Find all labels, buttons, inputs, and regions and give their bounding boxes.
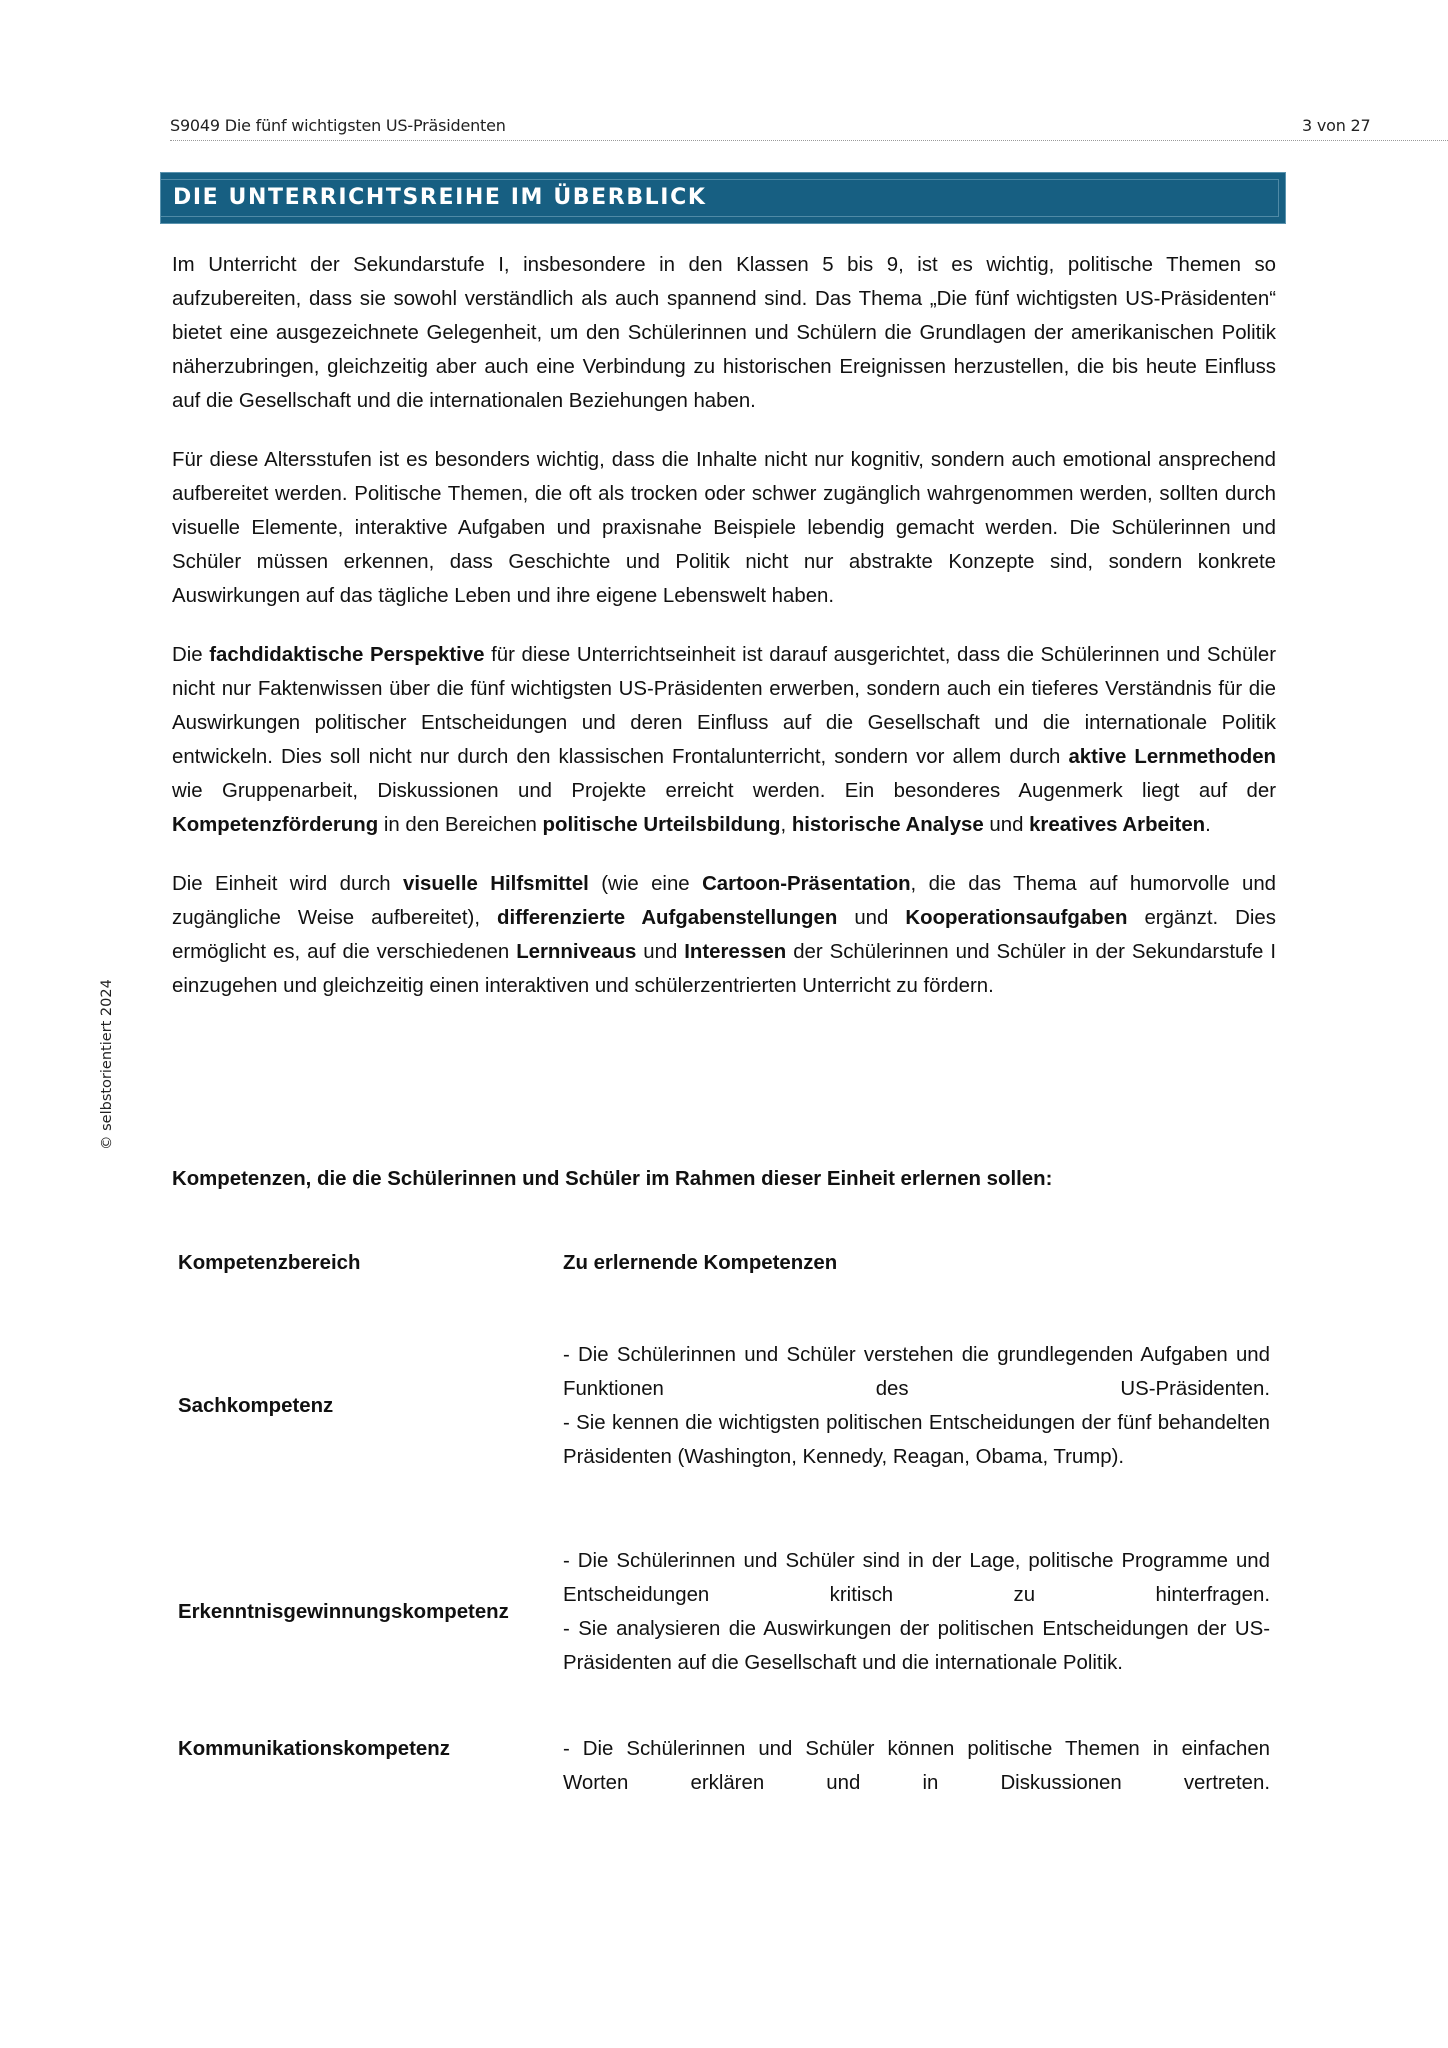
body-text: [172, 248, 1277, 1190]
page-number: 3 von 27: [1302, 116, 1371, 135]
competency-area: Kommunikationskompetenz: [178, 1738, 450, 1760]
emphasis: Kooperationsaufgaben: [905, 907, 1128, 929]
text-run: und: [837, 907, 906, 929]
row-spacer: [172, 1492, 1276, 1526]
paragraph-didactics: [172, 638, 1276, 842]
copyright-note: © selbstorientiert 2024: [99, 979, 115, 1150]
column-header-competencies: Zu erlernende Kompetenzen: [563, 1252, 838, 1274]
text-run: (wie eine: [588, 873, 703, 895]
text-run: Die: [172, 644, 210, 666]
text-run: , die das Thema auf humorvolle und zugängliche Weise aufbereitet),: [172, 873, 1277, 929]
emphasis: kreatives Arbeiten: [1029, 814, 1206, 836]
emphasis: Cartoon-Präsentation: [702, 873, 911, 895]
row-spacer: [172, 1286, 1276, 1320]
section-title: DIE UNTERRICHTSREIHE IM ÜBERBLICK: [173, 185, 707, 210]
text-run: ,: [780, 814, 792, 836]
paragraph-intro: Im Unterricht der Sekundarstufe I, insbesondere in den Klassen 5 bis 9, ist es wichtig, politische Themen so aufzubereiten, dass sie sowohl verständlich als auch spannend sind. Das Thema „Die fünf wichtigsten US-Präsidenten“ bietet eine ausgezeichnete Gelegenheit, um den Schülerinnen und Schülern die Grundlagen der amerikanischen Politik näherzubringen, gleichzeitig aber auch eine Verbindung zu historischen Ereignissen herzustellen, die bis heute Einfluss auf die Gesellschaft und die internationalen Beziehungen haben.: [172, 254, 1276, 412]
text-run: ergänzt. Dies ermöglicht es, auf die verschiedenen: [172, 907, 1276, 963]
paragraph-age-groups: Für diese Altersstufen ist es besonders wichtig, dass die Inhalte nicht nur kognitiv, sondern auch emotional ansprechend aufbereitet werden. Politische Themen, die oft als trocken oder schwer zugänglich wahrgenommen werden, sollten durch visuelle Elemente, interaktive Aufgaben und praxisnahe Beispiele lebendig gemacht werden. Die Schülerinnen und Schüler müssen erkennen, dass Geschichte und Politik nicht nur abstrakte Konzepte sind, sondern konkrete Auswirkungen auf das tägliche Leben und ihre eigene Lebenswelt haben.: [172, 449, 1276, 607]
competency-area: Erkenntnisgewinnungskompetenz: [178, 1601, 509, 1623]
table-row: [172, 1526, 1276, 1698]
emphasis: Kompetenzförderung: [172, 814, 379, 836]
competency-item: - Sie analysieren die Auswirkungen der politischen Entscheidungen der US-Präsidenten auf die Gesellschaft und die internationale Politik.: [563, 1618, 1270, 1674]
column-header-area: Kompetenzbereich: [178, 1252, 361, 1274]
text-run: und: [636, 941, 685, 963]
emphasis: Interessen: [684, 941, 787, 963]
table-header-row: [172, 1246, 1276, 1286]
competency-item: - Sie kennen die wichtigsten politischen Entscheidungen der fünf behandelten Präsidenten (Washington, Kennedy, Reagan, Obama, Trump).: [563, 1412, 1270, 1468]
emphasis: fachdidaktische Perspektive: [209, 644, 485, 666]
text-run: und: [983, 814, 1030, 836]
competency-description: [563, 1320, 1276, 1492]
competency-description: [563, 1732, 1276, 1800]
text-run: wie Gruppenarbeit, Diskussionen und Projekte erreicht werden. Ein besonderes Augenmerk liegt auf der: [172, 780, 1276, 802]
table-row: [172, 1732, 1276, 1800]
text-run: Die Einheit wird durch: [172, 873, 404, 895]
competencies-table: [172, 1246, 1276, 1800]
competency-item: - Die Schülerinnen und Schüler können politische Themen in einfachen Worten erklären und in Diskussionen vertreten.: [563, 1738, 1270, 1794]
competency-area: Sachkompetenz: [178, 1395, 334, 1417]
competency-description: [563, 1526, 1276, 1698]
text-run: für diese Unterrichtseinheit ist darauf ausgerichtet, dass die Schülerinnen und Schüler nicht nur Faktenwissen über die fünf wichtigsten US-Präsidenten erwerben, sondern auch ein tieferes Verständnis für die Auswirkungen politischer Entscheidungen und deren Einfluss auf die Gesellschaft und die internationale Politik entwickeln. Dies soll nicht nur durch den klassischen Frontalunterricht, sondern vor allem durch: [172, 644, 1276, 768]
emphasis: Lernniveaus: [516, 941, 637, 963]
emphasis: politische Urteilsbildung: [542, 814, 781, 836]
emphasis: aktive Lernmethoden: [1068, 746, 1276, 768]
emphasis: historische Analyse: [791, 814, 984, 836]
emphasis: differenzierte Aufgabenstellungen: [497, 907, 838, 929]
section-banner: [160, 172, 1286, 224]
row-spacer: [172, 1698, 1276, 1732]
emphasis: visuelle Hilfsmittel: [403, 873, 589, 895]
text-run: der Schülerinnen und Schüler in der Sekundarstufe I einzugehen und gleichzeitig einen interaktiven und schülerzentrierten Unterricht zu fördern.: [172, 941, 1276, 997]
page-header: [170, 114, 1448, 141]
competency-item: - Die Schülerinnen und Schüler verstehen die grundlegenden Aufgaben und Funktionen des US-Präsidenten.: [563, 1344, 1270, 1400]
document-title: S9049 Die fünf wichtigsten US-Präsidenten: [170, 116, 506, 135]
competencies-heading: Kompetenzen, die die Schülerinnen und Schüler im Rahmen dieser Einheit erlernen sollen:: [172, 1168, 1053, 1190]
table-row: [172, 1320, 1276, 1492]
text-run: in den Bereichen: [378, 814, 543, 836]
paragraph-materials: [172, 867, 1276, 1003]
competency-item: - Die Schülerinnen und Schüler sind in der Lage, politische Programme und Entscheidungen kritisch zu hinterfragen.: [563, 1550, 1270, 1606]
text-run: .: [1205, 814, 1211, 836]
